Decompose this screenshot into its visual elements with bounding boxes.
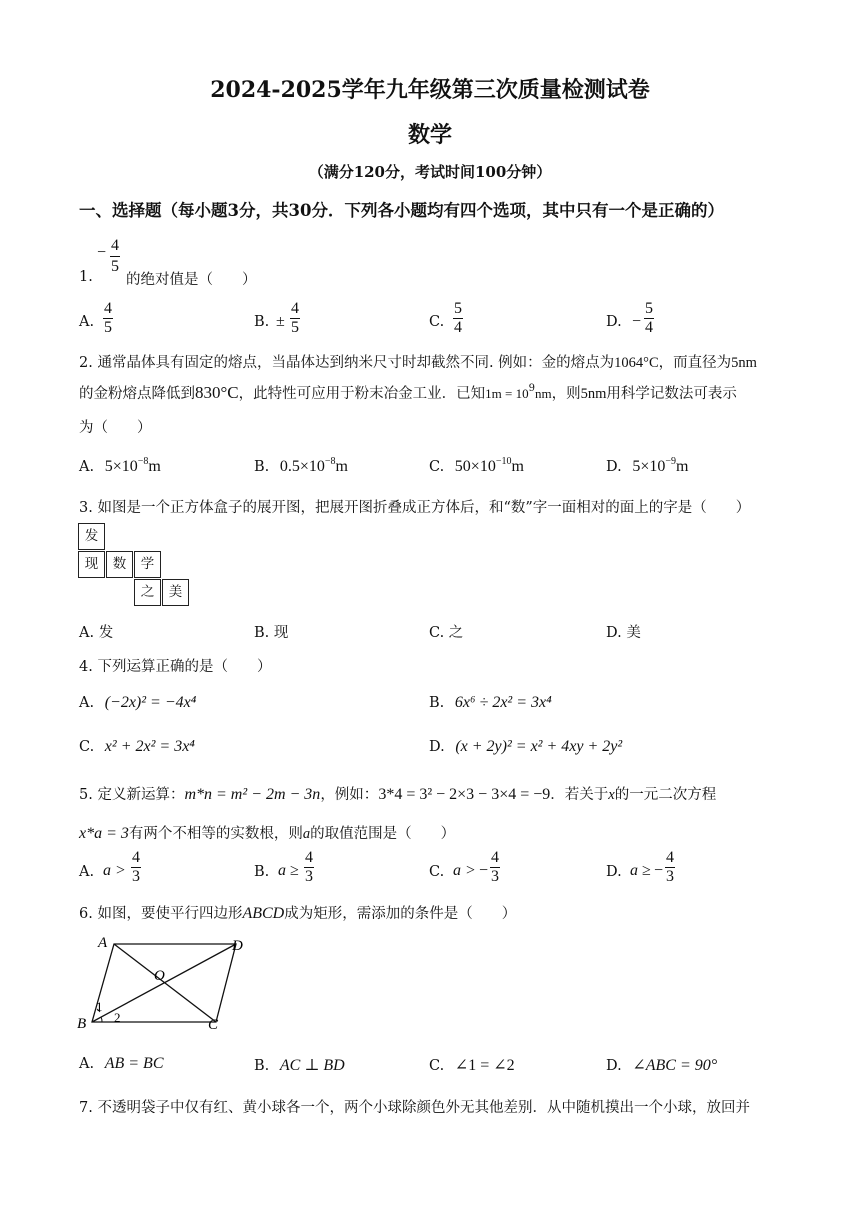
q6-shape-name: ABCD [242, 905, 285, 922]
option-fraction: $\frac{4}{3}$ [666, 849, 674, 885]
option-letter: C. [429, 1058, 445, 1074]
option-relation: a ≥ [278, 862, 299, 879]
q1-stem-text: 的绝对值是（ ） [126, 272, 257, 288]
option-letter: B. [254, 625, 270, 641]
q2-line-1 [79, 351, 757, 372]
option-letter: A. [79, 864, 95, 880]
center-label-o: O [154, 968, 165, 984]
net-cell: 之 [134, 579, 161, 606]
q5-variable: a [302, 826, 311, 842]
q2-option-c [429, 456, 524, 476]
option-fraction: $\frac{4}{3}$ [491, 849, 499, 885]
net-cell: 发 [78, 523, 105, 550]
option-letter: D. [606, 314, 622, 330]
option-text: 现 [273, 625, 289, 641]
q5-text: 的一元二次方程 [614, 787, 717, 803]
option-letter: B. [429, 695, 445, 711]
option-letter: A. [79, 314, 95, 330]
q4-stem: 4. 下列运算正确的是（ ） [79, 659, 272, 675]
q1-b-sign: ± [276, 313, 285, 330]
option-unit: m [676, 458, 689, 475]
q2-text: ，而直径为 [658, 355, 732, 371]
option-text: (x + 2y)² = x² + 4xy + 2y² [455, 738, 623, 755]
parallelogram-figure [74, 932, 254, 1034]
q1-fraction-den: 5 [111, 258, 119, 275]
subject-title: 数学 [407, 122, 452, 148]
q2-text: 用科学记数法可表示 [606, 386, 737, 402]
vertex-label-b: B [77, 1016, 87, 1032]
option-letter: C. [429, 459, 445, 475]
option-letter: D. [606, 1058, 622, 1074]
option-text: 6x⁶ ÷ 2x² = 3x⁴ [454, 694, 552, 711]
q5-variable: x [608, 787, 615, 803]
option-text: x² + 2x² = 3x⁴ [104, 738, 195, 755]
q1-fraction-num: 4 [110, 236, 120, 257]
option-letter: C. [429, 314, 445, 330]
q3-stem: 3. 如图是一个正方体盒子的展开图，把展开图折叠成正方体后，和“数”字一面相对的面上的字是（ ） [79, 500, 751, 516]
q2-size: 5nm [580, 386, 607, 402]
option-letter: C. [429, 625, 445, 641]
vertex-label-d: D [232, 938, 243, 954]
q3-option-a [79, 621, 113, 642]
net-cell: 学 [134, 551, 161, 578]
option-letter: B. [254, 314, 270, 330]
option-fraction: $\frac{4}{3}$ [132, 849, 140, 885]
q1-neg-sign: − [97, 244, 107, 261]
option-letter: D. [606, 864, 622, 880]
option-relation: a ≥ [630, 862, 651, 879]
q4-option-d [429, 738, 622, 756]
option-relation: a > [453, 862, 476, 879]
q2-text: ，则 [551, 386, 581, 402]
option-text: 之 [448, 625, 464, 641]
q3-option-d [606, 621, 641, 642]
option-letter: A. [79, 1056, 95, 1072]
vertex-label-a: A [98, 935, 108, 951]
q4-option-a [79, 694, 196, 712]
q1-b-fraction: $\frac{4}{5}$ [291, 300, 299, 336]
option-letter: B. [254, 1058, 270, 1074]
vertex-label-c: C [208, 1017, 219, 1033]
section-title: 一、选择题（每小题3分，共30分．下列各小题均有四个选项，其中只有一个是正确的） [79, 201, 724, 220]
q2-temp: 1064°C [614, 355, 659, 371]
angle-label-1: 1 [96, 999, 103, 1014]
q2-exponent: 9 [528, 383, 535, 394]
option-exponent: −8 [324, 456, 336, 467]
option-exponent: −9 [665, 456, 676, 467]
q2-temp: 830°C [195, 383, 239, 402]
option-letter: D. [429, 739, 445, 755]
q2-unit: nm [534, 386, 552, 401]
option-text: (−2x)² = −4x⁴ [104, 694, 197, 711]
q6-option-a [79, 1055, 164, 1073]
q7-stem: 7. 不透明袋子中仅有红、黄小球各一个，两个小球除颜色外无其他差别．从中随机摸出一个小球，放回并 [79, 1100, 750, 1116]
q1-c-fraction: $\frac{5}{4}$ [454, 300, 462, 336]
q2-line-2 [79, 382, 737, 403]
q2-line-3: 为（ ） [79, 420, 152, 436]
q3-option-c [429, 621, 463, 642]
option-letter: C. [429, 864, 445, 880]
q5-text: ．若关于 [550, 787, 609, 803]
option-value: 5×10 [104, 458, 138, 475]
q2-text: ，此特性可应用于粉末冶金工业．已知 [238, 386, 486, 402]
q3-option-b [254, 621, 288, 642]
q6-text: 成为矩形，需添加的条件是（ ） [284, 906, 517, 922]
q2-option-d [606, 456, 688, 476]
q6-text: 6. 如图，要使平行四边形 [79, 906, 243, 922]
option-letter: A. [79, 695, 95, 711]
option-text: 发 [98, 625, 114, 641]
angle-arc [101, 1017, 102, 1022]
q4-option-b [429, 694, 552, 712]
q5-text: 的取值范围是（ ） [310, 826, 456, 842]
q2-text: 2. 通常晶体具有固定的熔点，当晶体达到纳米尺寸时却截然不同. 例如：金的熔点为 [79, 355, 615, 371]
q2-conversion: 1m = 10 [485, 386, 529, 401]
q5-equation: x*a = 3 [79, 825, 129, 842]
option-unit: m [148, 458, 161, 475]
option-relation: a > [103, 862, 126, 879]
q5-text: ，例如： [320, 787, 379, 803]
net-cell: 美 [162, 579, 189, 606]
q5-text: 5. 定义新运算： [79, 787, 185, 803]
option-letter: C. [79, 739, 95, 755]
q2-size: 5nm [731, 355, 757, 371]
q1-number: 1. [79, 269, 93, 285]
q1-fraction [110, 236, 120, 277]
q1-a-fraction: $\frac{4}{5}$ [104, 300, 112, 336]
q5-line-2 [79, 822, 455, 843]
option-text: ∠1 = ∠2 [454, 1057, 515, 1074]
q4-option-c [79, 738, 195, 756]
option-exponent: −8 [137, 456, 149, 467]
exam-title: 2024-2025学年九年级第三次质量检测试卷 [210, 77, 650, 103]
option-letter: B. [254, 864, 270, 880]
net-cell: 现 [78, 551, 105, 578]
option-letter: D. [606, 459, 622, 475]
q2-option-a [79, 456, 161, 476]
option-unit: m [511, 458, 524, 475]
q6-option-b [254, 1055, 345, 1075]
option-unit: m [335, 458, 348, 475]
exam-info: （满分120分，考试时间100分钟） [308, 163, 552, 181]
option-text: AB = BC [104, 1055, 164, 1072]
option-value: 5×10 [632, 458, 666, 475]
angle-label-2: 2 [114, 1010, 121, 1025]
option-text: AC ⊥ BD [279, 1057, 345, 1074]
q5-text: 有两个不相等的实数根，则 [128, 826, 303, 842]
option-text: ∠ABC = 90° [632, 1057, 718, 1074]
q5-definition: m*n = m² − 2m − 3n [184, 786, 321, 803]
q2-text: 的金粉熔点降低到 [79, 386, 195, 402]
option-letter: A. [79, 625, 95, 641]
q5-line-1 [79, 783, 716, 804]
option-value: 50×10 [454, 458, 496, 475]
option-value: 0.5×10 [279, 458, 325, 475]
q6-option-d [606, 1055, 717, 1075]
option-letter: A. [79, 459, 95, 475]
q2-option-b [254, 456, 348, 476]
net-cell: 数 [106, 551, 133, 578]
option-fraction: $\frac{4}{3}$ [305, 849, 313, 885]
q1-d-fraction: $\frac{5}{4}$ [645, 300, 653, 336]
q6-stem [79, 902, 516, 923]
option-text: 美 [626, 625, 641, 641]
option-letter: B. [254, 459, 270, 475]
q1-d-sign: − [632, 313, 642, 330]
q5-example: 3*4 = 3² − 2×3 − 3×4 = −9 [378, 786, 551, 803]
q6-option-c [429, 1055, 515, 1075]
option-exponent: −10 [495, 456, 512, 467]
option-sign: − [654, 862, 664, 879]
option-sign: − [479, 862, 489, 879]
option-letter: D. [606, 625, 622, 641]
